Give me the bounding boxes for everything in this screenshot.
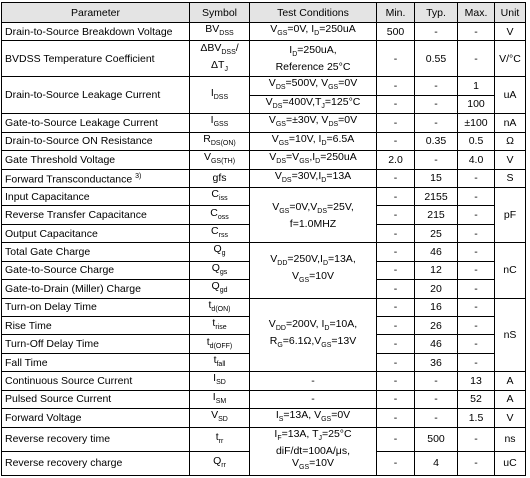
min-cell: -	[377, 224, 415, 242]
condition-cell: $V_{DD}=250V,I_D=13A$, $V_{GS}=10V$	[250, 243, 377, 298]
max-cell: -	[458, 187, 495, 205]
min-cell: -	[377, 317, 415, 335]
max-cell: -	[458, 427, 495, 451]
min-cell: -	[377, 372, 415, 390]
max-cell: -	[458, 224, 495, 242]
max-cell: -	[458, 206, 495, 224]
min-cell: -	[377, 132, 415, 150]
param-cell: Continuous Source Current	[2, 372, 190, 390]
param-cell: BVDSS Temperature Coefficient	[2, 41, 190, 77]
col-header-test-conditions: Test Conditions	[250, 3, 377, 23]
symbol-cell: $Q_g$	[190, 243, 250, 261]
condition-cell: $V_{DD}=200V$, $I_D=10A$, $R_G=6.1\Omega,V_{GS}=13V$	[250, 298, 377, 372]
min-cell: -	[377, 187, 415, 205]
condition-cell: $I_D=250uA$, Reference 25°C	[250, 41, 377, 77]
unit-cell: pF	[495, 187, 526, 242]
max-cell: -	[458, 41, 495, 77]
condition-cell: $V_{DS}=V_{GS},I_D=250uA$	[250, 151, 377, 169]
min-cell: -	[377, 114, 415, 132]
header-row	[2, 3, 526, 23]
symbol-cell: gfs	[190, 169, 250, 187]
condition-cell: -	[250, 390, 377, 408]
max-cell: 1	[458, 77, 495, 95]
max-cell: -	[458, 451, 495, 475]
condition-cell: $V_{GS}=\pm 30V$, $V_{DS}=0V$	[250, 114, 377, 132]
min-cell: -	[377, 169, 415, 187]
typ-cell: 4	[415, 451, 458, 475]
col-header-typ: Typ.	[415, 3, 458, 23]
param-cell: Output Capacitance	[2, 224, 190, 242]
max-cell: -	[458, 353, 495, 371]
max-cell: 13	[458, 372, 495, 390]
table-row	[2, 187, 526, 205]
unit-cell: nS	[495, 298, 526, 372]
param-cell: Gate-to-Source Leakage Current	[2, 114, 190, 132]
condition-cell: $V_{GS}=10V$, $I_D=6.5A$	[250, 132, 377, 150]
max-cell: 4.0	[458, 151, 495, 169]
condition-cell: $I_S=13A$, $V_{GS}=0V$	[250, 409, 377, 427]
min-cell: -	[377, 243, 415, 261]
typ-cell: 36	[415, 353, 458, 371]
unit-cell: Ω	[495, 132, 526, 150]
min-cell: 500	[377, 23, 415, 41]
typ-cell: -	[415, 409, 458, 427]
max-cell: -	[458, 261, 495, 279]
max-cell: -	[458, 243, 495, 261]
symbol-cell: $Q_{gs}$	[190, 261, 250, 279]
max-cell: -	[458, 169, 495, 187]
condition-cell: $V_{GS}=0V$, $I_D=250uA$	[250, 23, 377, 41]
unit-cell: V/°C	[495, 41, 526, 77]
condition-cell: $V_{DS}=30V,I_D=13A$	[250, 169, 377, 187]
typ-cell: 2155	[415, 187, 458, 205]
unit-cell: ns	[495, 427, 526, 451]
unit-cell: V	[495, 23, 526, 41]
max-cell: -	[458, 335, 495, 353]
param-cell: Pulsed Source Current	[2, 390, 190, 408]
typ-cell: -	[415, 95, 458, 113]
param-cell: Rise Time	[2, 317, 190, 335]
condition-cell: $I_F=13A$, $T_J=25^\circ C$ diF/dt=100A/μs, $V_{GS}=10V$	[250, 427, 377, 475]
unit-cell: A	[495, 390, 526, 408]
typ-cell: 25	[415, 224, 458, 242]
min-cell: -	[377, 261, 415, 279]
table-row	[2, 151, 526, 169]
typ-cell: -	[415, 77, 458, 95]
table-row	[2, 169, 526, 187]
condition-cell: $V_{DS}=500V$, $V_{GS}=0V$	[250, 77, 377, 95]
symbol-cell: $I_{SD}$	[190, 372, 250, 390]
param-cell: Input Capacitance	[2, 187, 190, 205]
typ-cell: 0.55	[415, 41, 458, 77]
col-header-unit: Unit	[495, 3, 526, 23]
min-cell: -	[377, 41, 415, 77]
condition-cell: $V_{DS}=400V,T_J=125^\circ C$	[250, 95, 377, 113]
col-header-min: Min.	[377, 3, 415, 23]
symbol-cell: $t_{fall}$	[190, 353, 250, 371]
table-body	[2, 23, 526, 476]
table-row	[2, 23, 526, 41]
param-cell: Gate-to-Drain (Miller) Charge	[2, 280, 190, 298]
max-cell: -	[458, 23, 495, 41]
max-cell: 100	[458, 95, 495, 113]
symbol-cell: $C_{rss}$	[190, 224, 250, 242]
col-header-parameter: Parameter	[2, 3, 190, 23]
symbol-cell: $I_{GSS}$	[190, 114, 250, 132]
symbol-cell: $R_{DS(ON)}$	[190, 132, 250, 150]
unit-cell: uC	[495, 451, 526, 475]
table-row	[2, 372, 526, 390]
table-row	[2, 114, 526, 132]
typ-cell: -	[415, 23, 458, 41]
max-cell: ±100	[458, 114, 495, 132]
col-header-symbol: Symbol	[190, 3, 250, 23]
param-cell: Gate-to-Source Charge	[2, 261, 190, 279]
min-cell: -	[377, 95, 415, 113]
typ-cell: 16	[415, 298, 458, 316]
symbol-cell: $V_{GS(TH)}$	[190, 151, 250, 169]
min-cell: -	[377, 206, 415, 224]
symbol-cell: $Q_{rr}$	[190, 451, 250, 475]
condition-cell: $V_{GS}=0V,V_{DS}=25V$, f=1.0MHZ	[250, 187, 377, 242]
typ-cell: -	[415, 372, 458, 390]
typ-cell: 26	[415, 317, 458, 335]
param-cell: Fall Time	[2, 353, 190, 371]
unit-cell: S	[495, 169, 526, 187]
typ-cell: 500	[415, 427, 458, 451]
typ-cell: -	[415, 151, 458, 169]
max-cell: 1.5	[458, 409, 495, 427]
table-row	[2, 41, 526, 77]
min-cell: -	[377, 77, 415, 95]
param-cell: Gate Threshold Voltage	[2, 151, 190, 169]
symbol-cell: $t_{rr}$	[190, 427, 250, 451]
typ-cell: -	[415, 114, 458, 132]
typ-cell: 46	[415, 335, 458, 353]
param-cell: Drain-to-Source Leakage Current	[2, 77, 190, 114]
typ-cell: -	[415, 390, 458, 408]
param-cell: Drain-to-Source ON Resistance	[2, 132, 190, 150]
param-cell: Forward Voltage	[2, 409, 190, 427]
table-row	[2, 427, 526, 451]
condition-cell: -	[250, 372, 377, 390]
symbol-cell: $I_{DSS}$	[190, 77, 250, 114]
min-cell: -	[377, 390, 415, 408]
table-row	[2, 390, 526, 408]
symbol-cell: $t_{d(OFF)}$	[190, 335, 250, 353]
typ-cell: 0.35	[415, 132, 458, 150]
unit-cell: nC	[495, 243, 526, 298]
min-cell: -	[377, 280, 415, 298]
typ-cell: 15	[415, 169, 458, 187]
max-cell: -	[458, 317, 495, 335]
typ-cell: 46	[415, 243, 458, 261]
unit-cell: V	[495, 409, 526, 427]
param-cell: Reverse recovery time	[2, 427, 190, 451]
table-row	[2, 409, 526, 427]
param-cell: Total Gate Charge	[2, 243, 190, 261]
min-cell: -	[377, 427, 415, 451]
min-cell: -	[377, 298, 415, 316]
param-cell: Reverse recovery charge	[2, 451, 190, 475]
symbol-cell: $\Delta BV_{DSS}/$ $\Delta T_J$	[190, 41, 250, 77]
typ-cell: 20	[415, 280, 458, 298]
symbol-cell: $Q_{gd}$	[190, 280, 250, 298]
symbol-cell: $t_{d(ON)}$	[190, 298, 250, 316]
max-cell: -	[458, 298, 495, 316]
param-cell: Reverse Transfer Capacitance	[2, 206, 190, 224]
param-cell: Forward Transconductance $^{3)}$	[2, 169, 190, 187]
table-row	[2, 243, 526, 261]
table-row	[2, 132, 526, 150]
electrical-characteristics-table	[1, 2, 526, 476]
unit-cell: nA	[495, 114, 526, 132]
max-cell: 0.5	[458, 132, 495, 150]
unit-cell: A	[495, 372, 526, 390]
table-row	[2, 298, 526, 316]
symbol-cell: $I_{SM}$	[190, 390, 250, 408]
param-cell: Turn-on Delay Time	[2, 298, 190, 316]
min-cell: 2.0	[377, 151, 415, 169]
typ-cell: 215	[415, 206, 458, 224]
symbol-cell: $V_{SD}$	[190, 409, 250, 427]
min-cell: -	[377, 451, 415, 475]
symbol-cell: $C_{oss}$	[190, 206, 250, 224]
table-row	[2, 77, 526, 95]
min-cell: -	[377, 409, 415, 427]
symbol-cell: $C_{iss}$	[190, 187, 250, 205]
param-cell: Drain-to-Source Breakdown Voltage	[2, 23, 190, 41]
unit-cell: uA	[495, 77, 526, 114]
typ-cell: 12	[415, 261, 458, 279]
max-cell: -	[458, 280, 495, 298]
param-cell: Turn-Off Delay Time	[2, 335, 190, 353]
col-header-max: Max.	[458, 3, 495, 23]
unit-cell: V	[495, 151, 526, 169]
min-cell: -	[377, 335, 415, 353]
symbol-cell: $BV_{DSS}$	[190, 23, 250, 41]
symbol-cell: $t_{rise}$	[190, 317, 250, 335]
max-cell: 52	[458, 390, 495, 408]
min-cell: -	[377, 353, 415, 371]
